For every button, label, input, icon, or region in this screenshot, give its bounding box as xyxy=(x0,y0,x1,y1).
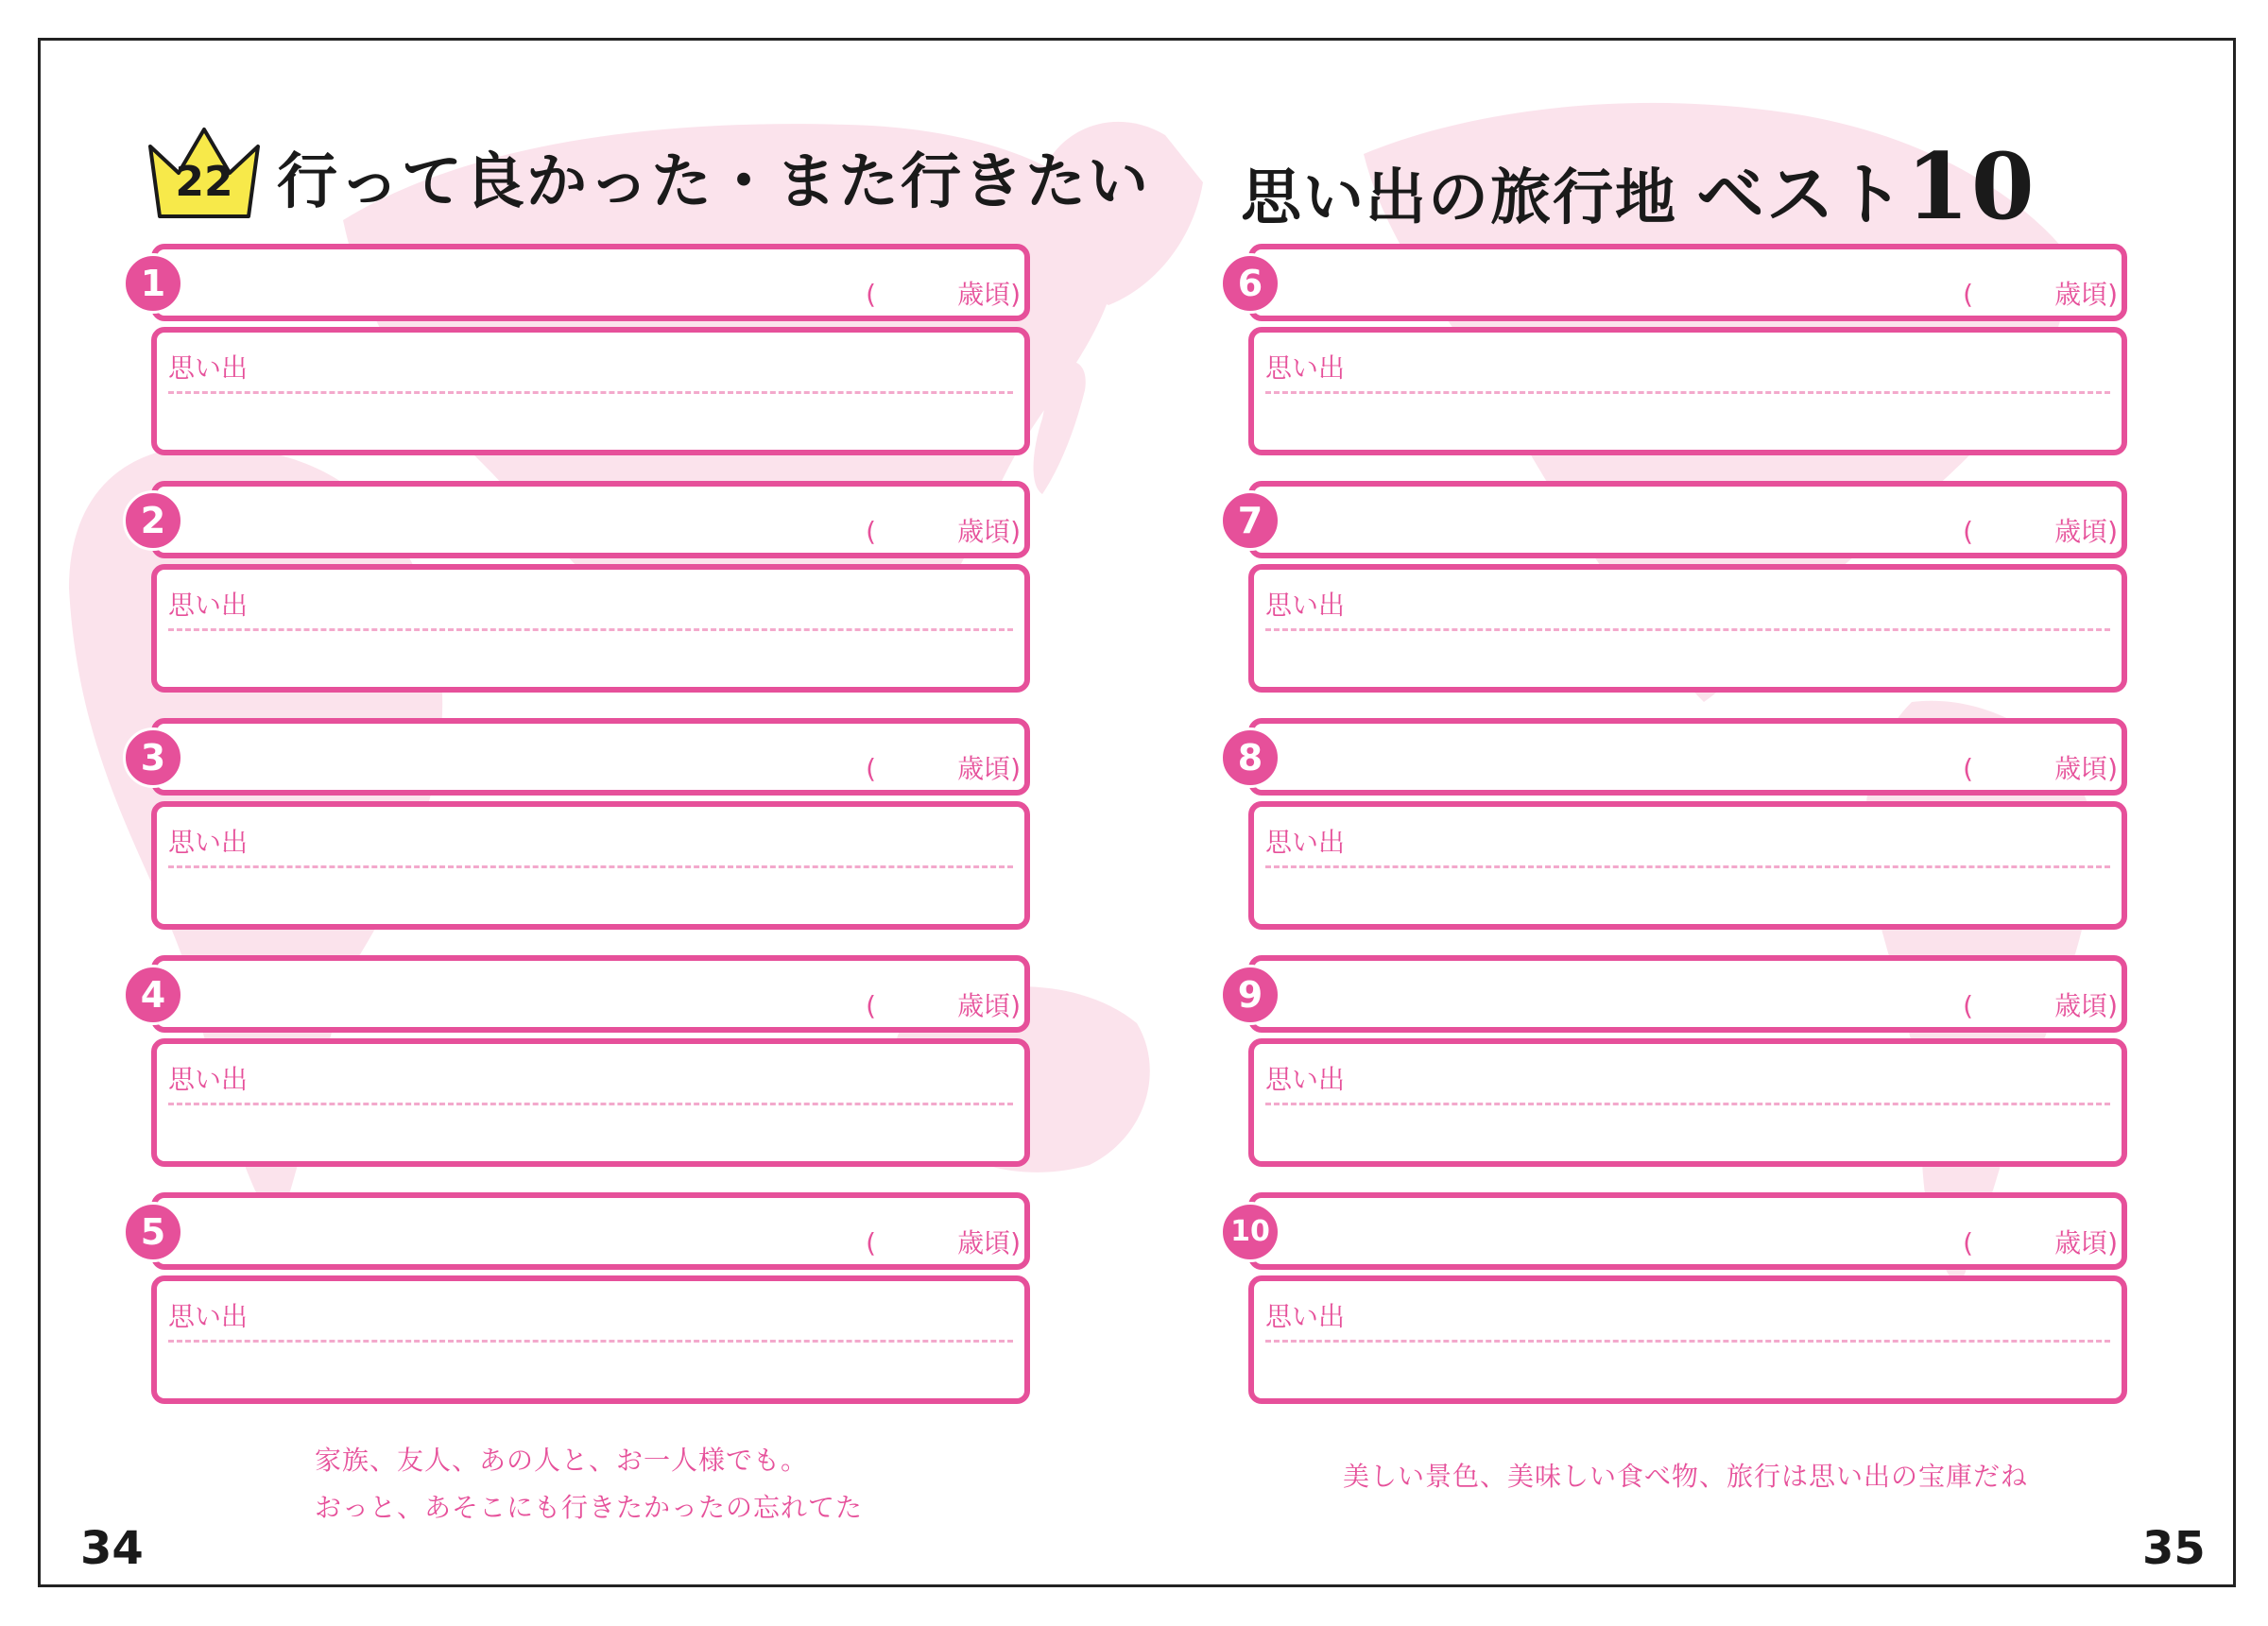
memory-field[interactable] xyxy=(151,1275,1030,1404)
dashed-line xyxy=(168,628,1013,631)
age-field[interactable] xyxy=(866,274,1021,312)
page-number-left: 34 xyxy=(80,1522,144,1575)
age-field[interactable] xyxy=(1963,274,2118,312)
age-text: 歳頃) xyxy=(2054,990,2118,1021)
rank-badge: 10 xyxy=(1220,1202,1280,1262)
age-field[interactable] xyxy=(866,511,1021,549)
age-field[interactable] xyxy=(866,748,1021,786)
age-text: 歳頃) xyxy=(2054,753,2118,784)
title-best: ベスト xyxy=(1696,154,1907,234)
rank-badge: 6 xyxy=(1220,253,1280,314)
age-text: 歳頃) xyxy=(2054,1227,2118,1258)
memory-label: 思い出 xyxy=(168,590,249,621)
memory-label: 思い出 xyxy=(168,1064,249,1095)
dashed-line xyxy=(1265,1340,2110,1343)
caption-right-line1: 美しい景色、美味しい食べ物、旅行は思い出の宝庫だね xyxy=(1343,1461,2029,1492)
memory-field[interactable] xyxy=(151,564,1030,693)
age-open: ( xyxy=(1963,990,1974,1021)
dashed-line xyxy=(168,865,1013,868)
rank-badge: 7 xyxy=(1220,490,1280,551)
memory-label: 思い出 xyxy=(168,827,249,858)
age-text: 歳頃) xyxy=(957,516,1021,547)
age-open: ( xyxy=(1963,516,1974,547)
dashed-line xyxy=(168,1340,1013,1343)
rank-badge: 9 xyxy=(1220,965,1280,1025)
dashed-line xyxy=(1265,865,2110,868)
memory-field[interactable] xyxy=(151,327,1030,455)
dashed-line xyxy=(1265,1103,2110,1105)
chapter-number: 22 xyxy=(175,158,233,206)
age-open: ( xyxy=(1963,753,1974,784)
memory-label: 思い出 xyxy=(1265,590,1346,621)
rank-badge: 5 xyxy=(123,1202,183,1262)
caption-left xyxy=(315,1437,863,1532)
memory-label: 思い出 xyxy=(168,1301,249,1332)
age-text: 歳頃) xyxy=(957,990,1021,1021)
age-field[interactable] xyxy=(1963,1223,2118,1260)
rank-badge: 3 xyxy=(123,727,183,788)
age-field[interactable] xyxy=(866,985,1021,1023)
age-open: ( xyxy=(866,279,877,310)
memory-field[interactable] xyxy=(151,1038,1030,1167)
rank-badge: 4 xyxy=(123,965,183,1025)
memory-field[interactable] xyxy=(1248,1038,2127,1167)
page-title-left: 行って良かった・また行きたい xyxy=(277,147,1150,217)
age-open: ( xyxy=(1963,279,1974,310)
age-field[interactable] xyxy=(866,1223,1021,1260)
dashed-line xyxy=(1265,628,2110,631)
age-open: ( xyxy=(1963,1227,1974,1258)
memory-field[interactable] xyxy=(1248,564,2127,693)
rank-badge: 8 xyxy=(1220,727,1280,788)
page-title-right xyxy=(1241,133,2036,240)
caption-left-line2: おっと、あそこにも行きたかったの忘れてた xyxy=(315,1492,864,1523)
age-open: ( xyxy=(866,753,877,784)
age-field[interactable] xyxy=(1963,511,2118,549)
age-open: ( xyxy=(866,1227,877,1258)
age-text: 歳頃) xyxy=(957,279,1021,310)
age-field[interactable] xyxy=(1963,748,2118,786)
memory-field[interactable] xyxy=(1248,801,2127,930)
dashed-line xyxy=(168,391,1013,394)
page-number-right: 35 xyxy=(2142,1522,2206,1575)
book-spread xyxy=(38,38,2236,1587)
memory-label: 思い出 xyxy=(168,352,249,384)
title-best-number: 10 xyxy=(1906,133,2036,240)
memory-label: 思い出 xyxy=(1265,827,1346,858)
caption-left-line1: 家族、友人、あの人と、お一人様でも。 xyxy=(315,1445,809,1476)
memory-field[interactable] xyxy=(1248,1275,2127,1404)
memory-label: 思い出 xyxy=(1265,1064,1346,1095)
rank-badge: 1 xyxy=(123,253,183,314)
memory-field[interactable] xyxy=(1248,327,2127,455)
age-text: 歳頃) xyxy=(957,753,1021,784)
dashed-line xyxy=(1265,391,2110,394)
age-open: ( xyxy=(866,516,877,547)
dashed-line xyxy=(168,1103,1013,1105)
memory-label: 思い出 xyxy=(1265,352,1346,384)
rank-badge: 2 xyxy=(123,490,183,551)
age-text: 歳頃) xyxy=(957,1227,1021,1258)
memory-label: 思い出 xyxy=(1265,1301,1346,1332)
memory-field[interactable] xyxy=(151,801,1030,930)
age-text: 歳頃) xyxy=(2054,516,2118,547)
age-field[interactable] xyxy=(1963,985,2118,1023)
caption-right xyxy=(1343,1453,2028,1500)
title-right-text: 思い出の旅行地 xyxy=(1241,163,1677,233)
age-text: 歳頃) xyxy=(2054,279,2118,310)
age-open: ( xyxy=(866,990,877,1021)
